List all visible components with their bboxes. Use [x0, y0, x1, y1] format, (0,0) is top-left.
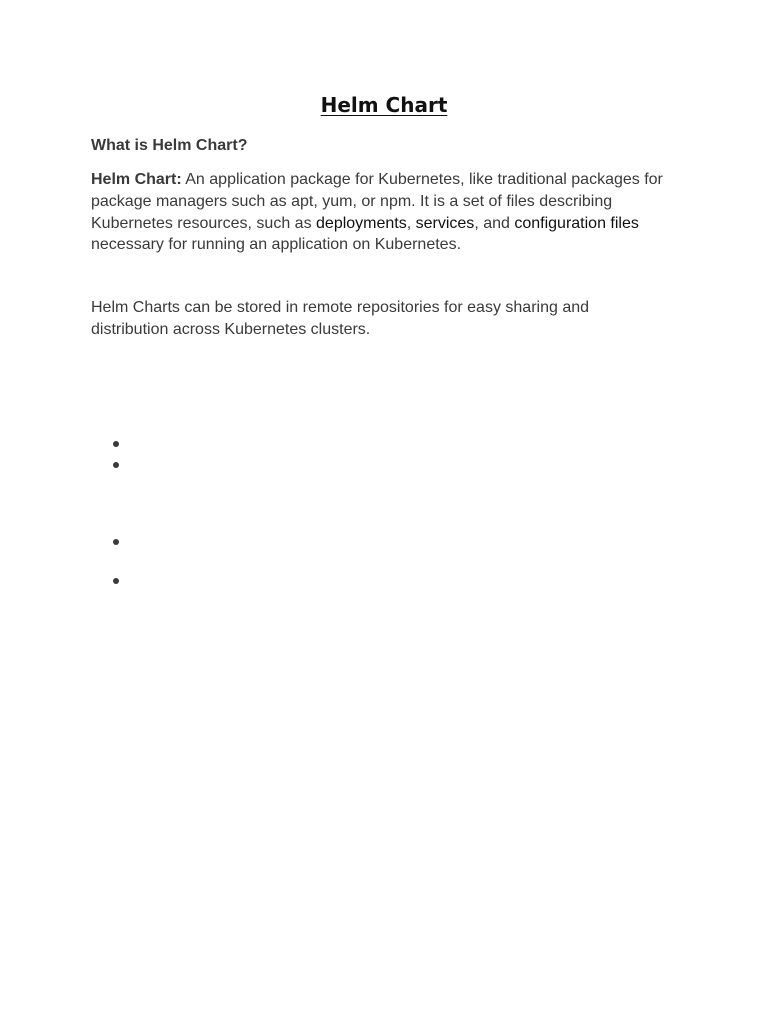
definition-text-a: An application package for Kubernetes, like traditional packages for package managers such as apt, yum, or npm. It is a set of files describing Kubernetes resources, such as: [91, 171, 663, 232]
definition-term: Helm Chart:: [91, 171, 182, 188]
term-services: services: [415, 214, 475, 232]
term-configuration-files: configuration files: [514, 214, 639, 232]
list-item: [113, 441, 119, 447]
repositories-paragraph: Helm Charts can be stored in remote repositories for easy sharing and distribution across Kubernetes clusters.: [91, 299, 590, 338]
separator-2: , and: [474, 214, 515, 232]
definition-paragraph: [91, 169, 691, 256]
list-item: [113, 539, 119, 545]
definition-text-b: necessary for running an application on Kubernetes.: [91, 236, 462, 254]
document-title: [0, 93, 768, 117]
document-title-text: Helm Chart: [320, 93, 448, 117]
list-item: [113, 462, 119, 468]
section-heading: What is Helm Chart?: [91, 137, 248, 154]
separator-1: ,: [406, 214, 416, 232]
term-deployments: deployments: [316, 214, 407, 232]
list-item: [113, 578, 119, 584]
